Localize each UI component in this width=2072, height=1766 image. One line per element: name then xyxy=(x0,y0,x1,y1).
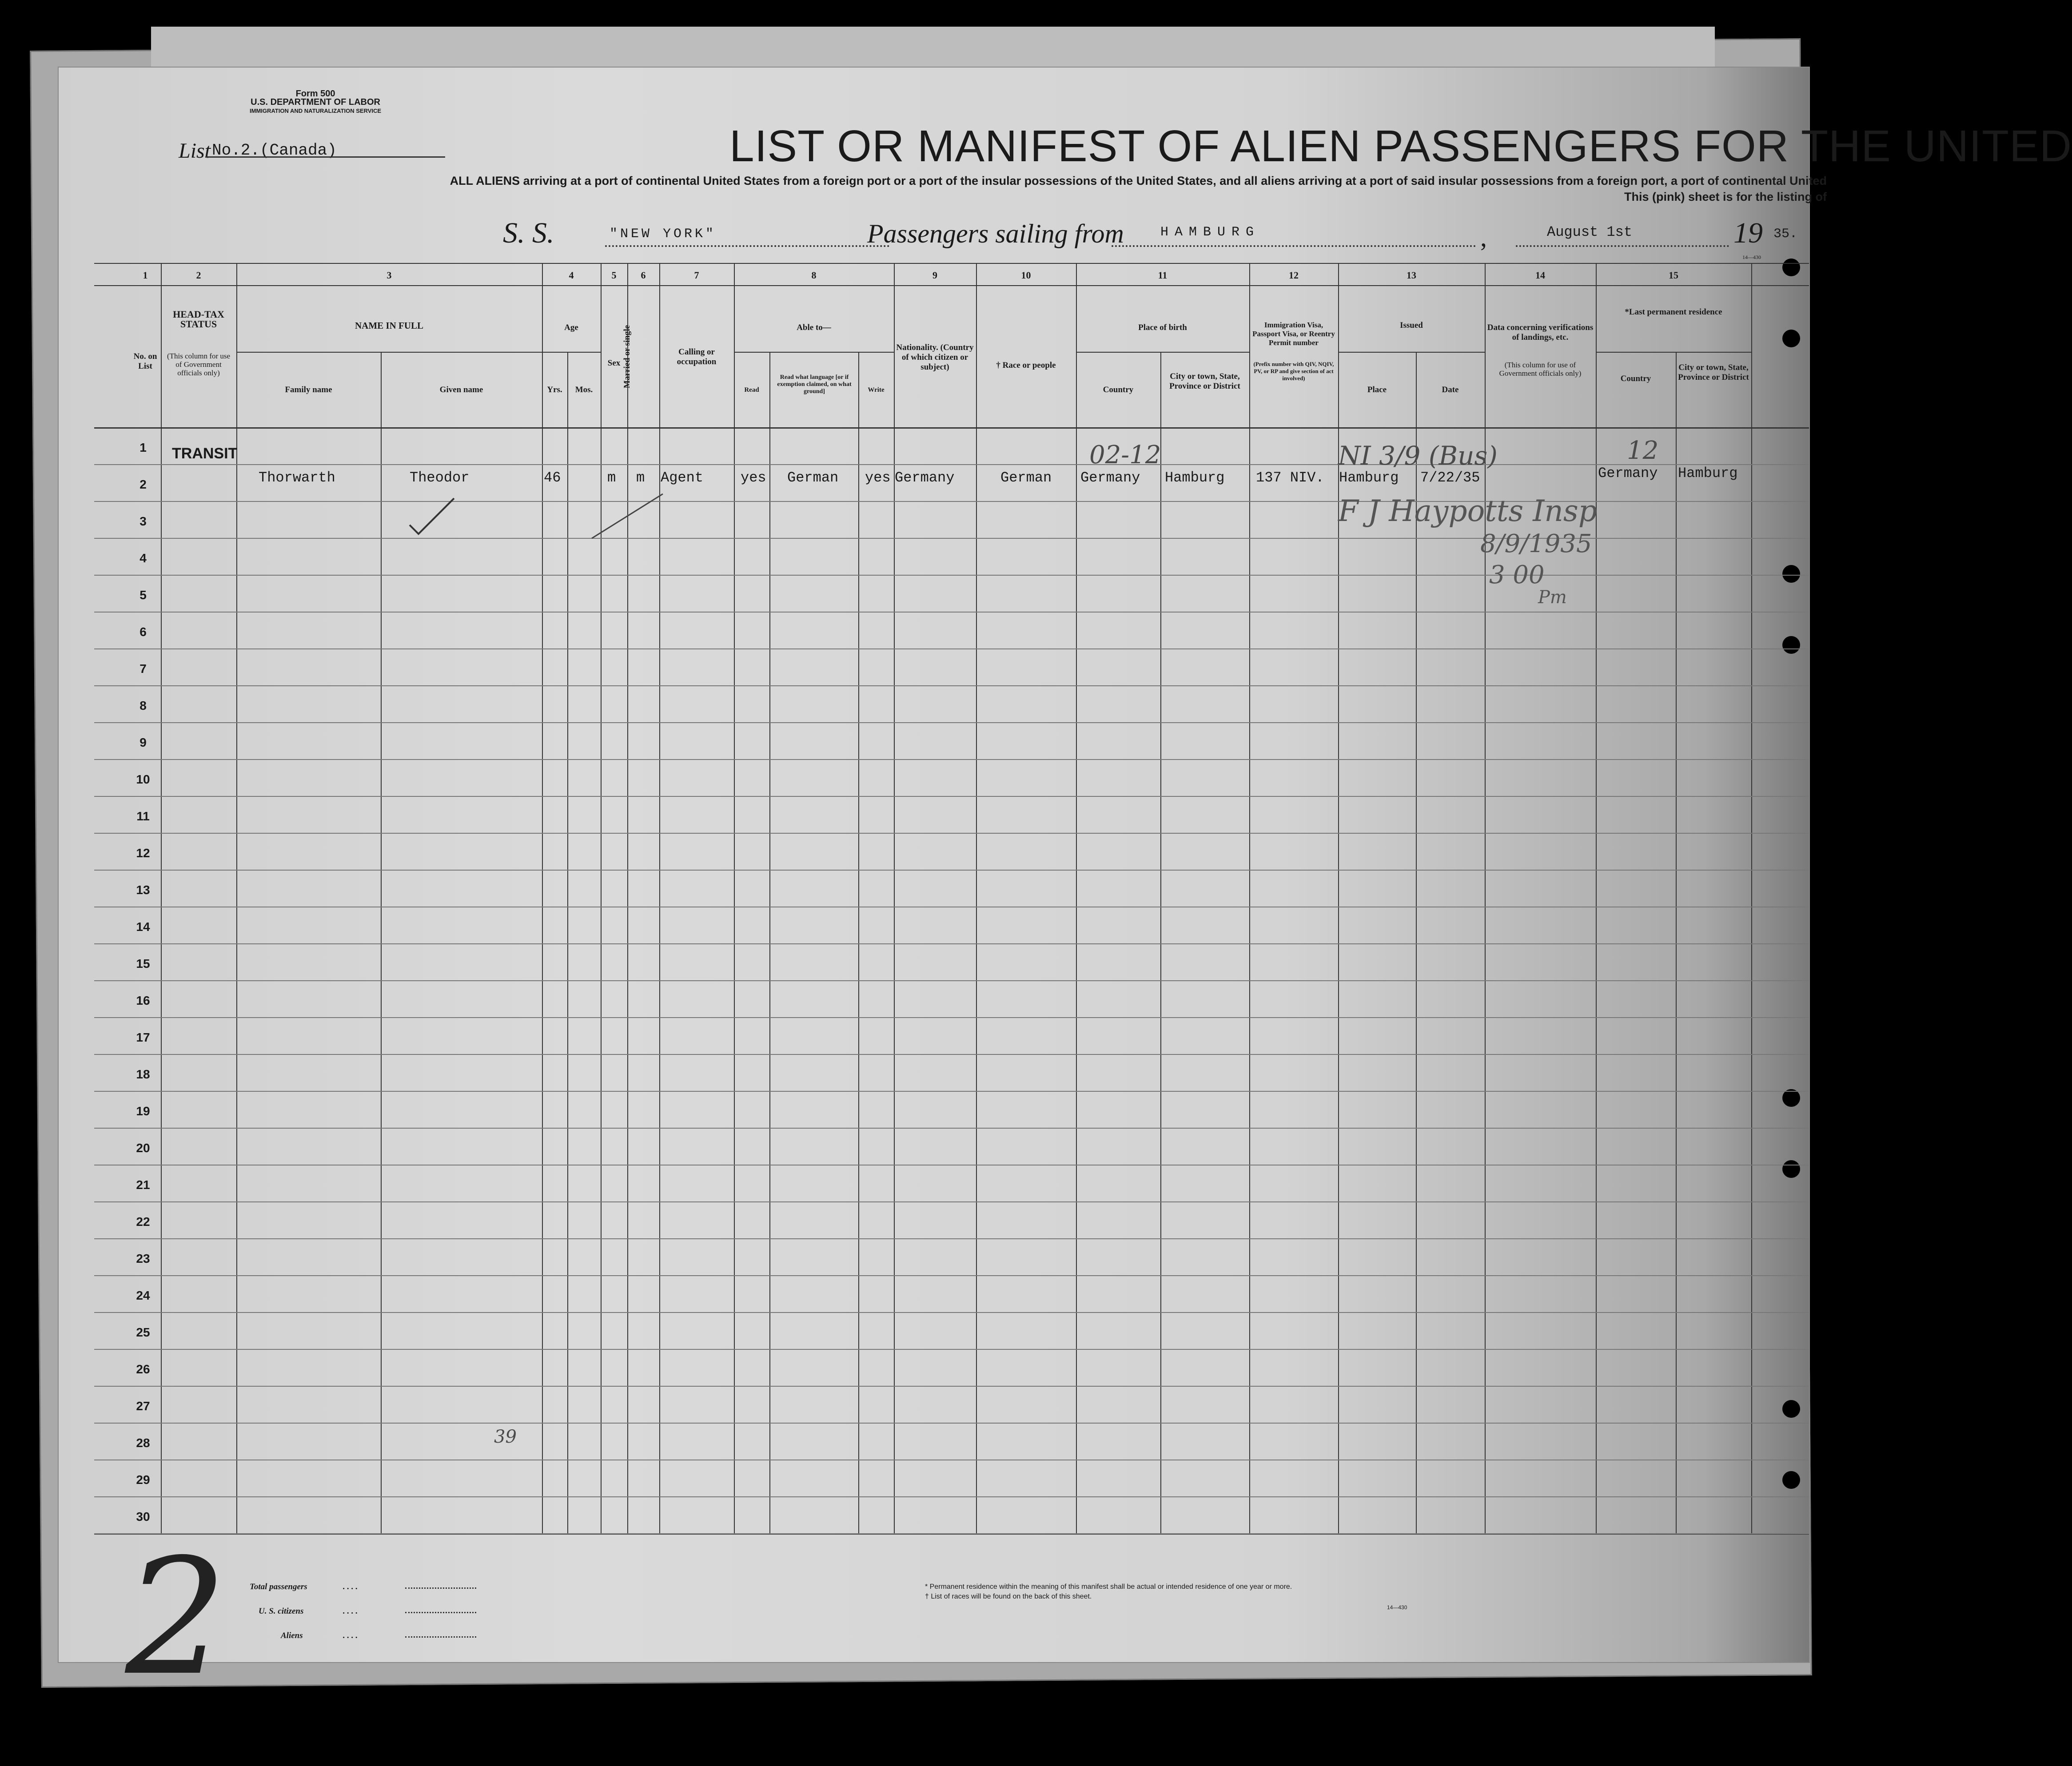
footnote-races: † List of races will be found on the back of this sheet. xyxy=(925,1593,1092,1600)
row-line xyxy=(94,575,1809,576)
departure-port: HAMBURG xyxy=(1160,225,1260,240)
row-number: 5 xyxy=(139,588,147,602)
landing-date: 8/9/1935 xyxy=(1480,529,1592,558)
col-border xyxy=(858,352,859,1533)
list-number: No.2.(Canada) xyxy=(212,141,337,159)
footer-aliens-label: Aliens xyxy=(281,1631,303,1640)
col-border xyxy=(1076,263,1077,1533)
inspector-signature: F J Haypotts Insp xyxy=(1338,494,1597,528)
hdr-married-or-single: Married or single xyxy=(622,325,632,389)
row-number: 3 xyxy=(139,514,147,528)
subtitle xyxy=(410,173,1827,205)
hdr-landing: Data concerning verifications of landings, etc. xyxy=(1487,323,1594,342)
col-border xyxy=(1249,263,1250,1533)
hdr-birth-country: Country xyxy=(1103,385,1134,394)
hdr-no-on-list: No. on List xyxy=(133,352,157,371)
issued-subheader-line xyxy=(1338,352,1485,353)
row-number: 6 xyxy=(139,625,147,639)
row-line xyxy=(94,1496,1809,1497)
row-line xyxy=(94,1349,1809,1350)
race-cell: German xyxy=(1000,469,1052,486)
col-border xyxy=(769,352,770,1533)
hdr-family-name: Family name xyxy=(285,385,332,394)
col-border xyxy=(734,263,735,1533)
binder-hole xyxy=(1782,1471,1800,1489)
col-border xyxy=(567,352,568,1533)
hdr-calling: Calling or occupation xyxy=(677,347,717,366)
visa-cell: 137 NIV. xyxy=(1256,469,1324,486)
row-number: 15 xyxy=(136,957,150,971)
row-number: 21 xyxy=(136,1178,150,1192)
comma: , xyxy=(1480,223,1487,252)
binder-hole xyxy=(1782,259,1800,276)
row-number: 30 xyxy=(136,1510,150,1523)
row-number: 11 xyxy=(136,809,150,823)
col-num-3: 3 xyxy=(387,270,392,281)
hdr-visa: Immigration Visa, Passport Visa, or Reentry Permit number xyxy=(1252,321,1335,347)
binder-hole xyxy=(1782,636,1800,654)
row-number: 13 xyxy=(136,883,150,897)
hdr-issued-place: Place xyxy=(1367,385,1387,394)
row-number: 12 xyxy=(136,846,150,860)
birth-country-cell: Germany xyxy=(1080,469,1140,486)
row-line xyxy=(94,980,1809,981)
row-number: 9 xyxy=(139,736,147,749)
issued-place-cell: Hamburg xyxy=(1339,469,1399,486)
binder-hole xyxy=(1782,565,1800,583)
list-underline xyxy=(205,156,445,158)
row-number: 8 xyxy=(139,699,147,712)
given-name-cell: Theodor xyxy=(410,469,470,486)
hdr-visa-note: (Prefix number with QIV, NQIV, PV, or RP and give section of act involved) xyxy=(1253,361,1334,382)
footer-aliens-line xyxy=(405,1636,476,1638)
language-cell: German xyxy=(787,469,839,486)
family-name-cell: Thorwarth xyxy=(259,469,335,486)
column-number-row-border xyxy=(94,285,1809,286)
row-line xyxy=(94,870,1809,871)
head-tax-status-stamp: TRANSIT xyxy=(172,445,238,462)
list-label: List xyxy=(179,139,211,163)
form-code-bottom: 14—430 xyxy=(1387,1604,1407,1611)
footer-citizens-line xyxy=(405,1612,476,1613)
subtitle-line-1: ALL ALIENS arriving at a port of continental United States from a foreign port or a port of the insular possessions of the United States, and all aliens arriving at a port of said insular possessions from a foreign port, a port of continental United xyxy=(450,174,1827,187)
row-number: 23 xyxy=(136,1252,150,1265)
col-num-12: 12 xyxy=(1289,270,1299,281)
row-number: 16 xyxy=(136,994,150,1007)
manifest-sheet xyxy=(58,67,2072,1710)
age-cell: 46 xyxy=(544,469,561,486)
hdr-mos: Mos. xyxy=(575,385,593,394)
row-number: 20 xyxy=(136,1141,150,1155)
hdr-head-tax: HEAD-TAX STATUS xyxy=(173,309,224,330)
row-number: 1 xyxy=(139,441,147,454)
residence-mark: 12 xyxy=(1627,436,1659,465)
footnote-residence: * Permanent residence within the meaning of this manifest shall be actual or intended residence of one year or more. xyxy=(925,1583,1292,1591)
col-border xyxy=(542,263,543,1533)
row-line xyxy=(94,833,1809,834)
row-line xyxy=(94,648,1809,649)
row-line xyxy=(94,1275,1809,1276)
footer-total-label: Total passengers xyxy=(250,1582,307,1591)
hdr-place-of-birth: Place of birth xyxy=(1138,323,1187,332)
subtitle-line-2: This (pink) sheet is for the listing of xyxy=(1624,190,1827,203)
residence-subheader-line xyxy=(1596,352,1751,353)
hdr-read-language: Read what language [or if exemption claimed, on what ground] xyxy=(777,374,852,395)
service: IMMIGRATION AND NATURALIZATION SERVICE xyxy=(250,107,382,114)
col-border xyxy=(627,263,628,1533)
hdr-age: Age xyxy=(564,323,578,332)
able-subheader-line xyxy=(734,352,894,353)
issued-date-cell: 7/22/35 xyxy=(1420,469,1480,486)
binder-hole xyxy=(1782,330,1800,347)
hdr-residence: *Last permanent residence xyxy=(1625,307,1722,317)
col-border xyxy=(976,263,977,1533)
hdr-given-name: Given name xyxy=(439,385,483,394)
row-number: 25 xyxy=(136,1325,150,1339)
row-line xyxy=(94,759,1809,760)
residence-country-cell: Germany xyxy=(1598,465,1658,481)
row-line xyxy=(94,1238,1809,1239)
residence-city-cell: Hamburg xyxy=(1678,465,1738,481)
hdr-read: Read xyxy=(744,386,759,394)
col-num-5: 5 xyxy=(611,270,617,281)
row-number: 22 xyxy=(136,1215,150,1229)
hdr-head-tax-note: (This column for use of Government officials only) xyxy=(167,352,231,377)
row-number: 19 xyxy=(136,1104,150,1118)
col-num-15: 15 xyxy=(1669,270,1678,281)
row-line xyxy=(94,612,1809,613)
landing-time: 3 00 xyxy=(1489,561,1545,589)
row-number: 26 xyxy=(136,1362,150,1376)
row-line xyxy=(94,1312,1809,1313)
hdr-race: † Race or people xyxy=(996,361,1056,370)
year-suffix: 35. xyxy=(1773,227,1798,242)
col-border xyxy=(659,263,660,1533)
age-subheader-line xyxy=(542,352,600,353)
col-num-8: 8 xyxy=(811,270,817,281)
row-number: 24 xyxy=(136,1289,150,1302)
footer-dots: . . . . xyxy=(343,1582,358,1591)
binder-hole xyxy=(1782,1089,1800,1107)
row-line xyxy=(94,722,1809,723)
col-border xyxy=(601,263,602,1533)
binder-hole xyxy=(1782,1160,1800,1178)
hdr-sex: Sex xyxy=(607,358,621,368)
col-border xyxy=(1676,352,1677,1533)
page-number-handwritten: 2 xyxy=(125,1524,227,1710)
visa-annotation: NI 3/9 (Bus) xyxy=(1338,441,1498,471)
col-num-13: 13 xyxy=(1407,270,1416,281)
footer-citizens-label: U. S. citizens xyxy=(259,1607,304,1616)
nationality-cell: Germany xyxy=(895,469,955,486)
col-num-11: 11 xyxy=(1158,270,1167,281)
footer-total-line xyxy=(405,1587,476,1589)
col-border xyxy=(1160,352,1161,1533)
row-line xyxy=(94,1091,1809,1092)
hdr-yrs: Yrs. xyxy=(547,385,562,394)
row-line xyxy=(94,1017,1809,1018)
row-line xyxy=(94,464,1809,465)
sheet-mark: 39 xyxy=(494,1427,517,1447)
binder-hole xyxy=(1782,1400,1800,1418)
check-mark xyxy=(405,494,458,547)
ss-label: S. S. xyxy=(503,217,554,249)
hdr-res-country: Country xyxy=(1620,374,1651,383)
hdr-issued-date: Date xyxy=(1442,385,1459,394)
sailing-label: Passengers sailing from xyxy=(867,219,1124,248)
footer-dots: . . . . xyxy=(343,1631,358,1640)
year-prefix: 19 xyxy=(1733,217,1763,249)
col-border xyxy=(381,352,382,1533)
hdr-landing-note: (This column for use of Government officials only) xyxy=(1499,361,1582,378)
table-top-border xyxy=(94,263,1809,264)
landing-pm: Pm xyxy=(1538,587,1567,608)
row-line xyxy=(94,1201,1809,1202)
page-title: LIST OR MANIFEST OF ALIEN PASSENGERS FOR THE UNITED xyxy=(729,121,2072,171)
ship-name: "NEW YORK" xyxy=(610,227,717,242)
row-number: 18 xyxy=(136,1067,150,1081)
col-num-7: 7 xyxy=(694,270,699,281)
form-code-top: 14—430 xyxy=(1742,254,1761,260)
birth-subheader-line xyxy=(1076,352,1249,353)
row-number: 17 xyxy=(136,1030,150,1044)
write-cell: yes xyxy=(865,469,891,486)
birth-city-cell: Hamburg xyxy=(1165,469,1225,486)
col-num-2: 2 xyxy=(196,270,201,281)
col-border xyxy=(1416,352,1417,1533)
col-num-6: 6 xyxy=(641,270,646,281)
read-cell: yes xyxy=(741,469,766,486)
row-number: 27 xyxy=(136,1399,150,1413)
row-number: 2 xyxy=(139,477,147,491)
occupation-cell: Agent xyxy=(661,469,704,486)
col-num-9: 9 xyxy=(932,270,937,281)
form-header xyxy=(250,90,381,115)
col-num-4: 4 xyxy=(569,270,574,281)
row-number: 28 xyxy=(136,1436,150,1450)
hdr-name-in-full: NAME IN FULL xyxy=(355,320,423,331)
col-border xyxy=(1751,263,1752,1533)
hdr-issued: Issued xyxy=(1400,321,1423,330)
row-number: 7 xyxy=(139,662,147,676)
row-number: 14 xyxy=(136,920,150,934)
sex-cell: m xyxy=(607,469,616,486)
hdr-write: Write xyxy=(868,386,885,394)
footer-dots: . . . . xyxy=(343,1607,358,1616)
row-number: 10 xyxy=(136,772,150,786)
col-num-1: 1 xyxy=(143,270,148,281)
row-line xyxy=(94,796,1809,797)
hdr-res-city: City or town, State, Province or District xyxy=(1678,363,1749,382)
departure-port-line xyxy=(1112,245,1476,247)
col-border xyxy=(894,263,895,1533)
row-line xyxy=(94,943,1809,944)
hdr-nationality: Nationality. (Country of which citizen or subject) xyxy=(896,343,974,372)
col-border xyxy=(161,263,162,1533)
ship-name-line xyxy=(605,245,889,247)
row-number: 4 xyxy=(139,551,147,565)
header-bottom-border xyxy=(94,427,1809,429)
sailing-date-line xyxy=(1516,245,1729,247)
row-line xyxy=(94,1533,1809,1534)
row-line xyxy=(94,1386,1809,1387)
form-number: Form 500 xyxy=(295,89,335,99)
row-line xyxy=(94,1423,1809,1424)
row-line xyxy=(94,1128,1809,1129)
col-border xyxy=(1596,263,1597,1533)
sailing-date: August 1st xyxy=(1547,224,1633,240)
marital-cell: m xyxy=(636,469,645,486)
row-line xyxy=(94,1054,1809,1055)
row-number: 29 xyxy=(136,1473,150,1487)
col-num-14: 14 xyxy=(1535,270,1545,281)
col-num-10: 10 xyxy=(1021,270,1031,281)
birth-code-mark: 02-12 xyxy=(1089,441,1161,469)
department: U.S. DEPARTMENT OF LABOR xyxy=(251,97,380,107)
hdr-able-to: Able to— xyxy=(797,323,831,332)
row-line xyxy=(94,685,1809,686)
pen-stroke-mark xyxy=(583,489,672,543)
hdr-birth-city: City or town, State, Province or District xyxy=(1169,372,1240,391)
